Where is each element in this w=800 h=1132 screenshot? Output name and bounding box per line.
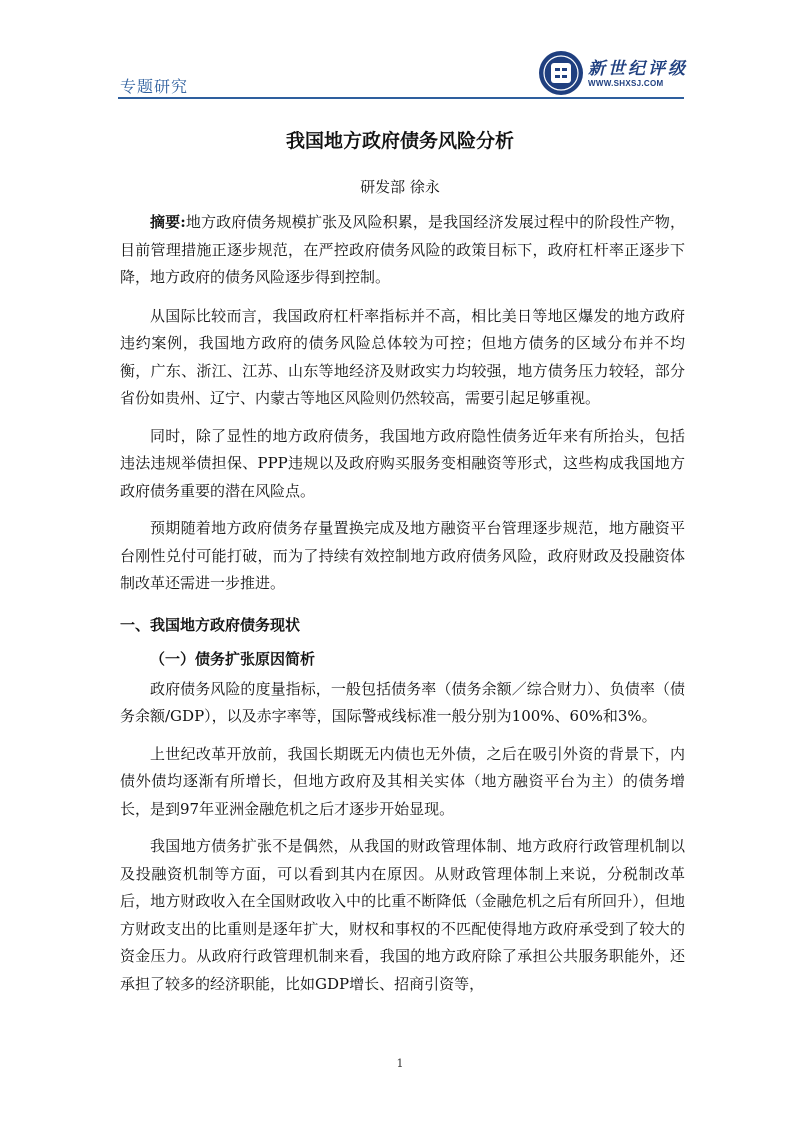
abstract-text: 地方政府债务规模扩张及风险积累，是我国经济发展过程中的阶段性产物，目前管理措施正逐步规范，在严控政府债务风险的政策目标下，政府杠杆率正逐步下降，地方政府的债务风险逐步得到控制。 bbox=[120, 213, 685, 286]
author-line: 研发部 徐永 bbox=[360, 178, 440, 196]
body-paragraph: 我国地方债务扩张不是偶然，从我国的财政管理体制、地方政府行政管理机制以及投融资机制等方面，可以看到其内在原因。从财政管理体制上来说，分税制改革后，地方财政收入在全国财政收入中的比重不断降低（金融危机之后有所回升），但地方财政支出的比重则是逐年扩大，财权和事权的不匹配使得地方政府承受到了较大的资金压力。从政府行政管理机制来看，我国的地方政府除了承担公共服务职能外，还承担了较多的经济职能，比如GDP增长、招商引资等， bbox=[120, 837, 685, 993]
subsection-heading: （一）债务扩张原因简析 bbox=[150, 649, 316, 668]
logo-url: WWW.SHXSJ.COM bbox=[588, 79, 664, 88]
section-label: 专题研究 bbox=[120, 77, 189, 96]
abstract-paragraph bbox=[120, 209, 685, 292]
body-paragraph: 政府债务风险的度量指标，一般包括债务率（债务余额／综合财力）、负债率（债务余额/GDP），以及赤字率等，国际警戒线标准一般分别为100%、60%和3%。 bbox=[120, 679, 685, 725]
body-paragraph: 预期随着地方政府债务存量置换完成及地方融资平台管理逐步规范，地方融资平台刚性兑付可能打破，而为了持续有效控制地方政府债务风险，政府财政及投融资体制改革还需进一步推进。 bbox=[120, 519, 685, 592]
body-paragraph: 从国际比较而言，我国政府杠杆率指标并不高，相比美日等地区爆发的地方政府违约案例，我国地方政府的债务风险总体较为可控；但地方债务的区域分布并不均衡，广东、浙江、江苏、山东等地经济及财政实力均较强，地方债务压力较轻，部分省份如贵州、辽宁、内蒙古等地区风险则仍然较高，需要引起足够重视。 bbox=[120, 306, 685, 407]
section-heading: 一、我国地方政府债务现状 bbox=[120, 615, 301, 634]
document-body bbox=[120, 209, 685, 1008]
header-divider bbox=[118, 97, 684, 99]
body-paragraph: 同时，除了显性的地方政府债务，我国地方政府隐性债务近年来有所抬头，包括违法违规举债担保、PPP违规以及政府购买服务变相融资等形式，这些构成我国地方政府债务重要的潜在风险点。 bbox=[120, 426, 685, 500]
document-title: 我国地方政府债务风险分析 bbox=[285, 130, 514, 152]
company-logo bbox=[538, 50, 698, 100]
body-paragraph: 上世纪改革开放前，我国长期既无内债也无外债，之后在吸引外资的背景下，内债外债均逐渐有所增长，但地方政府及其相关实体（地方融资平台为主）的债务增长，是到97年亚洲金融危机之后才逐步开始显现。 bbox=[120, 744, 685, 818]
logo-name: 新世纪评级 bbox=[588, 59, 688, 79]
page-number: 1 bbox=[396, 1057, 404, 1070]
logo-emblem-icon bbox=[538, 50, 584, 96]
abstract-label: 摘要: bbox=[150, 213, 186, 231]
